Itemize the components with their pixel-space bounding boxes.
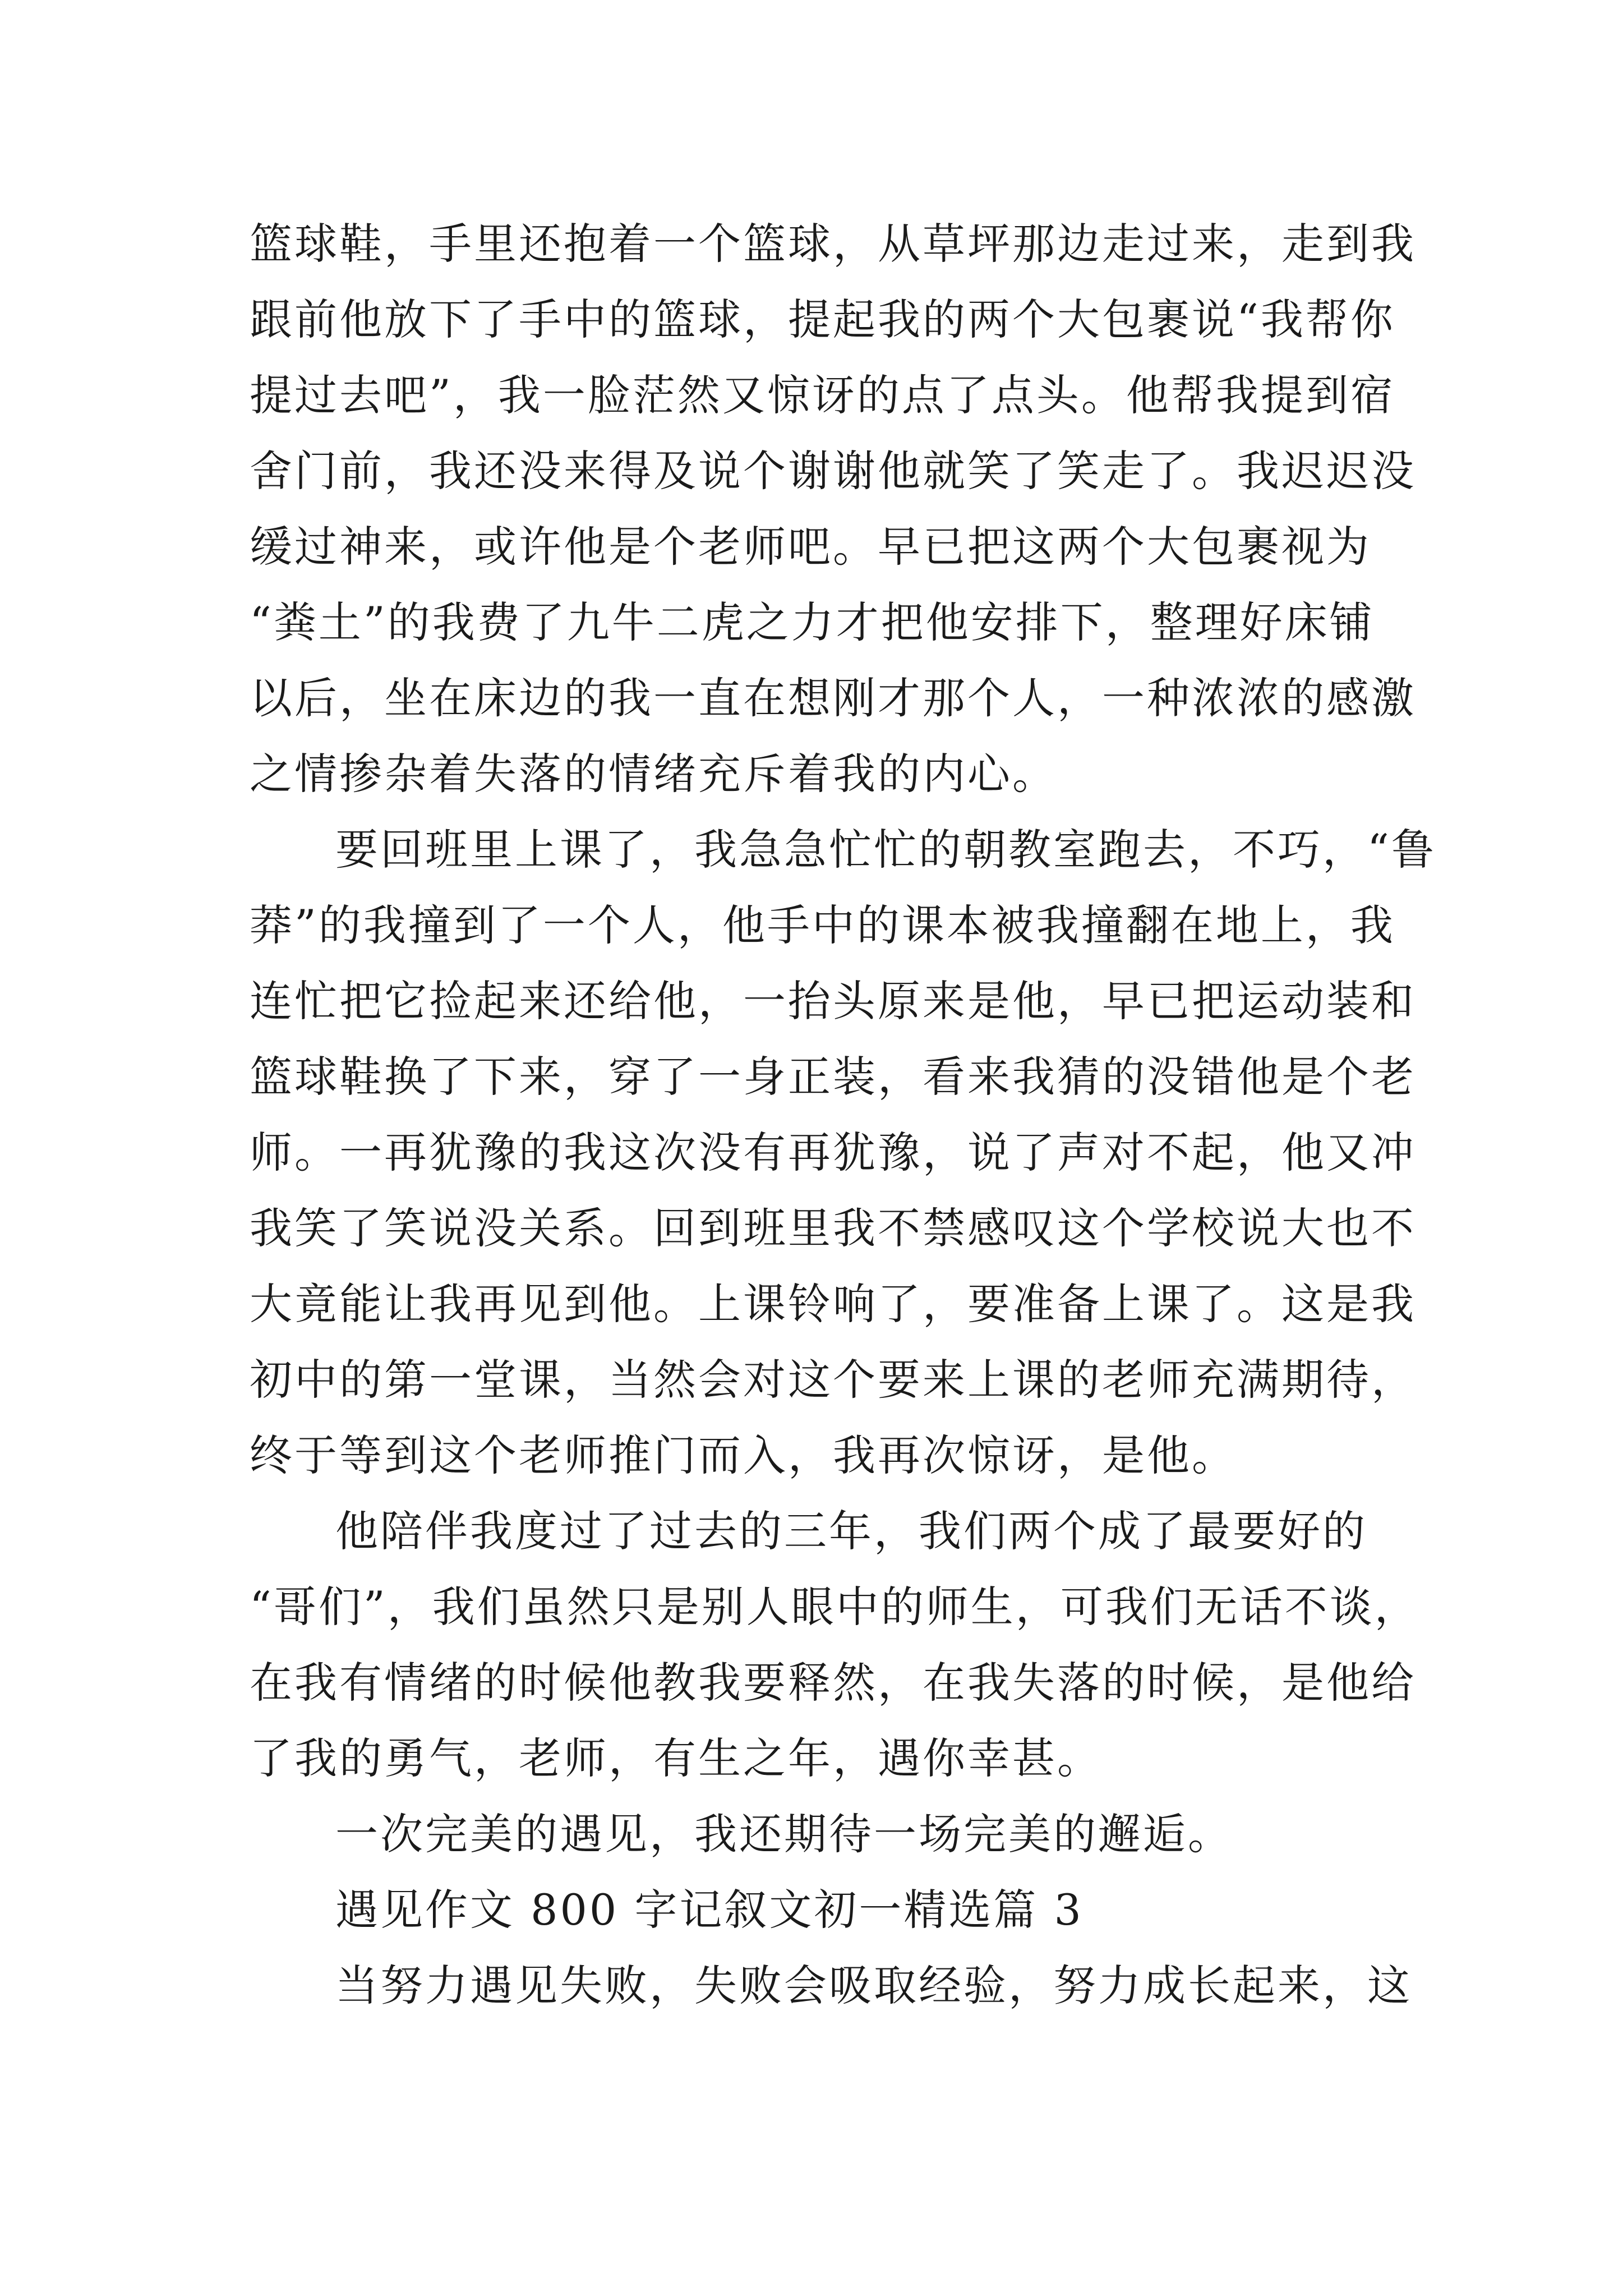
text-line: 师。一再犹豫的我这次没有再犹豫，说了声对不起，他又冲 bbox=[250, 1128, 1416, 1177]
text-line: 以后，坐在床边的我一直在想刚才那个人，一种浓浓的感激 bbox=[250, 673, 1416, 723]
text-line: 篮球鞋换了下来，穿了一身正装，看来我猜的没错他是个老 bbox=[250, 1052, 1416, 1102]
text-line: 缓过神来，或许他是个老师吧。早已把这两个大包裹视为 bbox=[250, 522, 1371, 572]
text-line: “哥们”，我们虽然只是别人眼中的师生，可我们无话不谈， bbox=[250, 1582, 1419, 1632]
text-line: 大竟能让我再见到他。上课铃响了，要准备上课了。这是我 bbox=[250, 1279, 1416, 1329]
text-line: 初中的第一堂课，当然会对这个要来上课的老师充满期待， bbox=[250, 1355, 1416, 1405]
text-line: 篮球鞋，手里还抱着一个篮球，从草坪那边走过来，走到我 bbox=[250, 219, 1416, 269]
paragraph-first-line: 当努力遇见失败，失败会吸取经验，努力成长起来，这 bbox=[335, 1961, 1412, 2010]
text-line: 舍门前，我还没来得及说个谢谢他就笑了笑走了。我迟迟没 bbox=[250, 446, 1416, 496]
text-line: 莽”的我撞到了一个人，他手中的课本被我撞翻在地上，我 bbox=[250, 900, 1395, 950]
paragraph-first-line: 要回班里上课了，我急急忙忙的朝教室跑去，不巧，“鲁 bbox=[335, 825, 1436, 875]
section-heading: 遇见作文 800 字记叙文初一精选篇 3 bbox=[335, 1885, 1083, 1935]
text-line: 终于等到这个老师推门而入，我再次惊讶，是他。 bbox=[250, 1430, 1237, 1480]
text-line: 我笑了笑说没关系。回到班里我不禁感叹这个学校说大也不 bbox=[250, 1203, 1416, 1253]
text-line: 在我有情绪的时候他教我要释然，在我失落的时候，是他给 bbox=[250, 1658, 1416, 1708]
paragraph-first-line: 他陪伴我度过了过去的三年，我们两个成了最要好的 bbox=[335, 1506, 1367, 1556]
paragraph-first-line: 一次完美的遇见，我还期待一场完美的邂逅。 bbox=[335, 1809, 1233, 1859]
text-line: 跟前他放下了手中的篮球，提起我的两个大包裹说“我帮你 bbox=[250, 295, 1395, 344]
text-line: 了我的勇气，老师，有生之年，遇你幸甚。 bbox=[250, 1733, 1102, 1783]
text-line: 连忙把它捡起来还给他，一抬头原来是他，早已把运动装和 bbox=[250, 976, 1416, 1026]
text-line: 提过去吧”，我一脸茫然又惊讶的点了点头。他帮我提到宿 bbox=[250, 370, 1395, 420]
text-line: “粪土”的我费了九牛二虎之力才把他安排下，整理好床铺 bbox=[250, 597, 1375, 647]
text-line: 之情掺杂着失落的情绪充斥着我的内心。 bbox=[250, 749, 1057, 799]
